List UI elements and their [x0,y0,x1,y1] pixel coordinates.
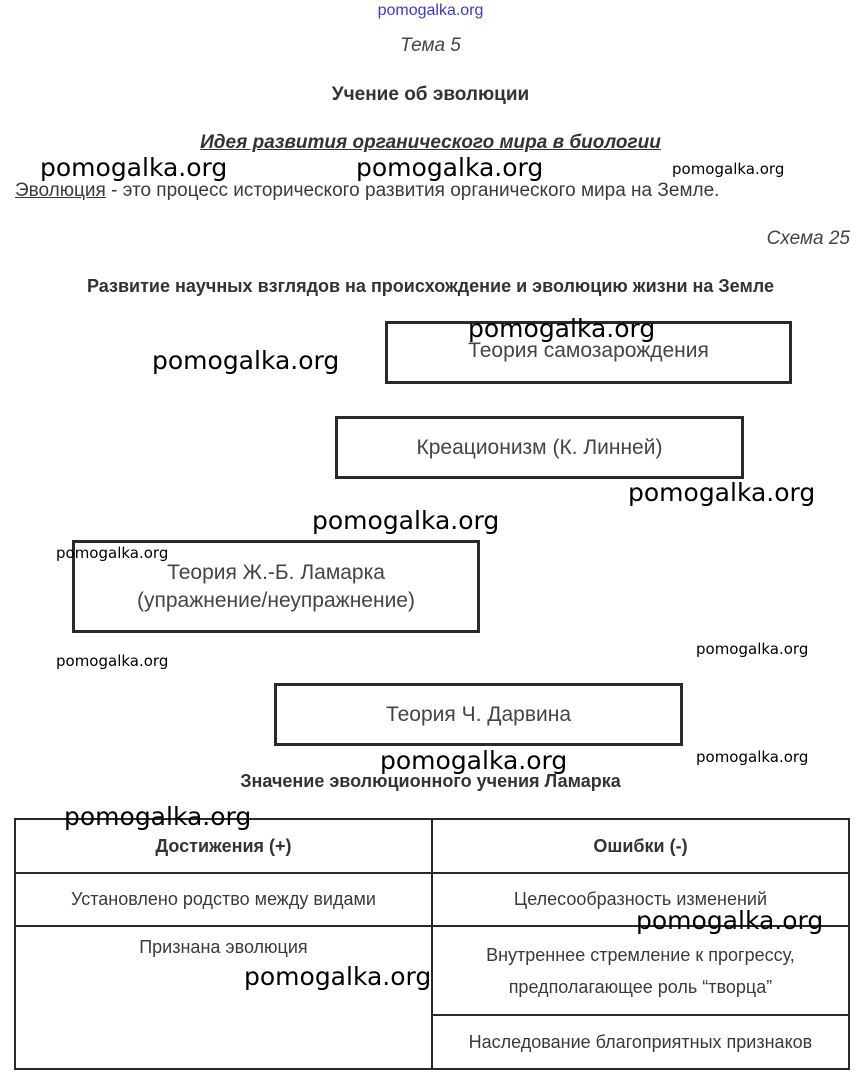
watermark: pomogalka.org [56,544,169,562]
cell-text-line: предполагающее роль “творца” [508,976,773,997]
site-name: pomogalka.org [377,2,484,19]
section-subtitle: Идея развития органического мира в биологии [200,132,661,153]
page-title: Учение об эволюции [331,84,530,105]
definition-term: Эволюция [15,180,106,201]
watermark: pomogalka.org [152,346,340,375]
watermark: pomogalka.org [628,478,816,507]
watermark: pomogalka.org [672,160,785,178]
cell-text-line: Внутреннее стремление к прогрессу, [486,944,795,965]
theory-box-darwin [274,683,683,746]
theory-box-creationism [335,416,744,479]
box-sublabel: (упражнение/неупражнение) [137,588,415,612]
topic-number: Тема 5 [400,35,461,56]
watermark: pomogalka.org [56,652,169,670]
watermark: pomogalka.org [40,153,228,182]
table-cell [432,926,849,1015]
table-cell: Целесообразность изменений [432,873,849,926]
box-label: Теория Ч. Дарвина [385,702,572,726]
definition-text: - это процесс исторического развития органического мира на Земле. [105,180,720,201]
scheme-title: Развитие научных взглядов на происхождение и эволюцию жизни на Земле [87,276,774,296]
watermark: pomogalka.org [468,314,656,343]
watermark: pomogalka.org [356,153,544,182]
watermark: pomogalka.org [312,506,500,535]
scheme-label: Схема 25 [766,228,850,249]
lamarck-table [14,818,850,1070]
watermark: pomogalka.org [244,962,432,991]
cell-text: Признана эволюция [139,937,308,957]
watermark: pomogalka.org [64,802,252,831]
box-label: Теория Ж.-Б. Ламарка [167,560,385,584]
box-label: Креационизм (К. Линней) [416,435,663,459]
box-label: Теория самозарождения [468,338,709,362]
watermark: pomogalka.org [636,906,824,935]
watermark: pomogalka.org [380,746,568,775]
table-row [15,926,849,1015]
watermark: pomogalka.org [696,640,809,658]
evolution-definition [15,180,719,202]
table-cell [15,926,432,1069]
table-cell: Наследование благоприятных признаков [432,1015,849,1069]
table-cell: Установлено родство между видами [15,873,432,926]
column-header-achievements: Достижения (+) [15,819,432,873]
lamarck-table-title: Значение эволюционного учения Ламарка [240,771,621,791]
watermark: pomogalka.org [696,748,809,766]
column-header-errors: Ошибки (-) [432,819,849,873]
